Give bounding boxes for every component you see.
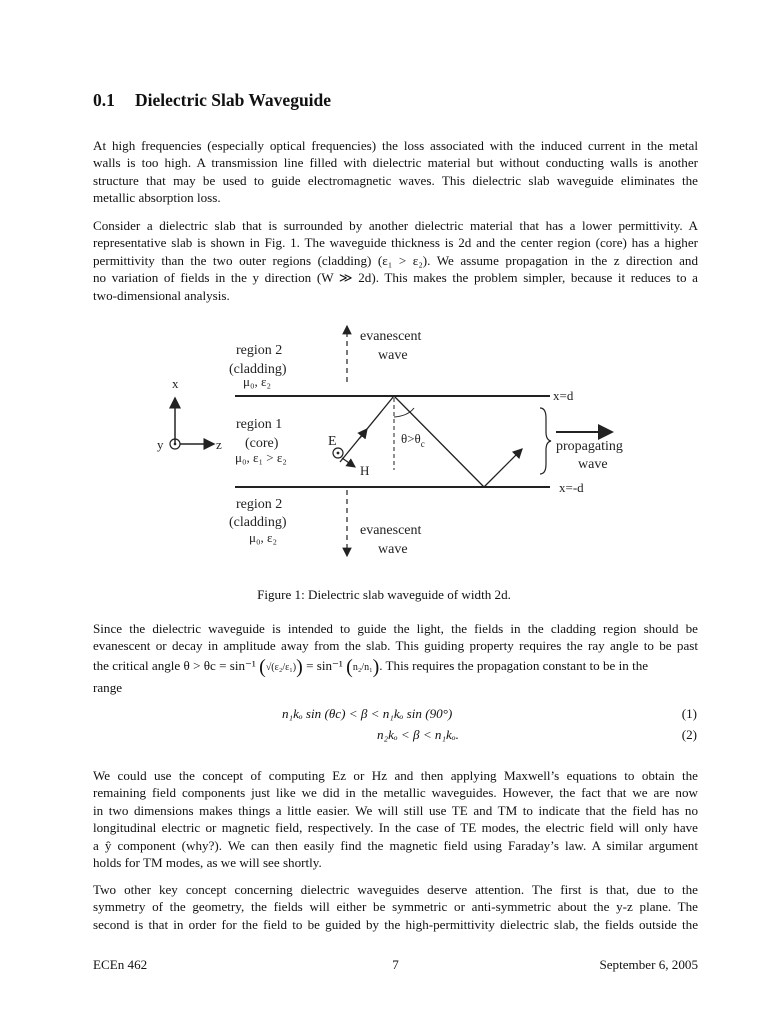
text-line-critical-angle: the critical angle θ > θc = sin⁻¹ (√(ε₂/ε₁)) = sin⁻¹ (n₂/n₁). This requires the propagation constant to be in the (93, 655, 649, 678)
equation-1-expression: n₁kₒ sin (θc) < β < n₁kₒ sin (90°) (282, 706, 453, 721)
footer-course: ECEn 462 (93, 957, 148, 972)
label-field-h: H (360, 463, 370, 478)
brace (540, 408, 551, 474)
equation-1-number: (1) (681, 706, 697, 721)
label-x-eq-minus-d: x=-d (559, 480, 584, 495)
text-line: longitudinal electric or magnetic field, respectively. In the case of TE modes, the electric field will only have (93, 820, 698, 836)
label-axis-y: y (157, 437, 164, 452)
reflected-ray-arrow (484, 449, 522, 487)
critical-angle-start: the critical angle θ > θc = sin⁻¹ (93, 657, 256, 673)
label-core-params: μ₀, ε₁ > ε₂ (235, 450, 287, 465)
text-line: Two other key concept concerning dielectric waveguides deserve attention. The first is that, due to the (93, 882, 698, 897)
text-line: representative slab is shown in Fig. 1. The waveguide thickness is 2d and the center region (core) has a higher (93, 235, 698, 251)
footer-date: September 6, 2005 (599, 957, 698, 972)
e-field-dot (337, 452, 340, 455)
text-line: symmetry of the geometry, the fields will either be symmetric or anti-symmetric about the y-z plane. The (93, 899, 698, 915)
section-heading (93, 90, 331, 111)
label-axis-x: x (172, 376, 179, 391)
paragraph-te-tm (93, 767, 698, 871)
text-line: We could use the concept of computing Ez or Hz and then applying Maxwell’s equations to obtain the (93, 768, 698, 783)
label-angle (401, 431, 425, 449)
text-line: evanescent or decay in amplitude away from the slab. This guiding property requires the ray angle to be past (93, 638, 698, 654)
text-line: second is that in order for the field to be guided by the high-permittivity dielectric slab, the fields outside the (93, 916, 698, 932)
label-evanescent-bottom: evanescent (360, 523, 422, 538)
label-evanescent-top: evanescent (360, 329, 422, 344)
text-line: Consider a dielectric slab that is surrounded by another dielectric material that has a lower permittivity. A (93, 218, 698, 233)
text-line: Since the dielectric waveguide is intended to guide the light, the fields in the cladding region should be (93, 621, 698, 636)
y-axis-dot (174, 443, 177, 446)
label-evanescent-top-wave: wave (378, 348, 408, 363)
figure-caption: Figure 1: Dielectric slab waveguide of width 2d. (257, 587, 511, 602)
label-x-eq-d: x=d (553, 388, 574, 403)
angle-subscript: c (420, 439, 425, 449)
label-top-cladding: (cladding) (229, 362, 287, 377)
text-line: a ŷ component (why?). We can then easily find the magnetic field using Faraday’s law. A similar argument (93, 837, 698, 853)
text-line: remaining field components just like we did in the metallic waveguides. However, the fact that we are now (93, 785, 698, 801)
incident-ray-arrow (360, 429, 367, 438)
figure-slab-waveguide (150, 312, 630, 572)
text-line: range (93, 679, 123, 695)
section-number: 0.1 (93, 90, 115, 110)
text-line: no variation of fields in the y direction (W ≫ 2d). This makes the problem simpler, because it reduces to a (93, 270, 698, 286)
paragraph-intro (93, 137, 698, 207)
label-bottom-region: region 2 (236, 497, 283, 512)
equation-1 (0, 706, 768, 724)
paragraph-slab-description (93, 217, 698, 304)
label-propagating-wave: wave (578, 457, 608, 472)
equation-2-number: (2) (681, 727, 697, 742)
label-top-params: μ₀, ε₂ (243, 374, 271, 389)
text-line: walls is too high. A transmission line filled with dielectric material but without conducting walls is another (93, 155, 698, 171)
label-core-region: region 1 (236, 417, 283, 432)
footer-page-number: 7 (392, 957, 399, 972)
equation-2-expression: n₂kₒ < β < n₁kₒ. (377, 727, 459, 742)
text-line: in two dimensions makes things a little easier. We will still use TE and TM to indicate that the field has no (93, 802, 698, 818)
label-propagating: propagating (556, 439, 623, 454)
label-evanescent-bottom-wave: wave (378, 542, 408, 557)
text-line: At high frequencies (especially optical frequencies) the loss associated with the induced current in the metal (93, 138, 698, 153)
paragraph-guiding (93, 620, 698, 696)
section-title: Dielectric Slab Waveguide (135, 90, 332, 110)
text-line: permittivity than the two outer regions (cladding) (ε₁ > ε₂). We assume propagation in the z direction and (93, 252, 698, 268)
critical-angle-end: . This requires the propagation constant to be in the (379, 657, 649, 673)
label-top-region: region 2 (236, 343, 283, 358)
label-bottom-params: μ₀, ε₂ (249, 530, 277, 545)
paragraph-symmetry (93, 881, 698, 933)
h-field-arrow (342, 458, 355, 467)
angle-text: θ>θ (401, 431, 421, 446)
label-field-e: E (328, 434, 337, 449)
critical-angle-mid: = sin⁻¹ (306, 657, 343, 673)
equation-2 (0, 727, 768, 745)
label-core: (core) (245, 436, 279, 451)
text-line: holds for TM modes, as we will see shortly. (93, 855, 322, 871)
label-bottom-cladding: (cladding) (229, 515, 287, 530)
text-line: metallic absorption loss. (93, 190, 221, 206)
label-axis-z: z (216, 437, 222, 452)
text-line: structure that may be used to guide electromagnetic waves. This dielectric slab waveguide eliminates the (93, 172, 698, 188)
text-line: two-dimensional analysis. (93, 287, 230, 303)
waveguide-diagram (150, 312, 630, 572)
